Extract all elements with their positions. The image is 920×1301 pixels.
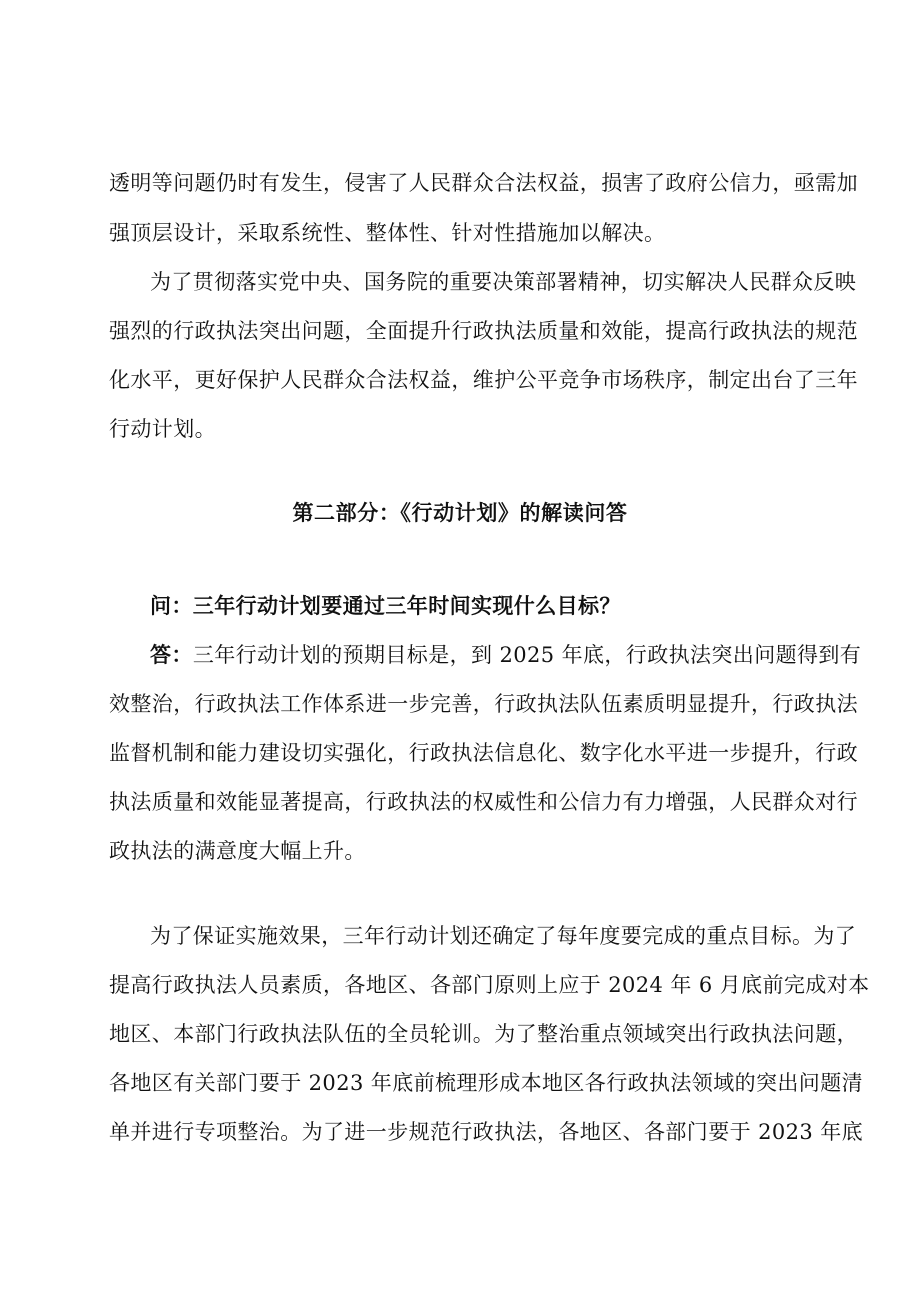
targets-line-5: 单并进行专项整治。为了进一步规范行政执法，各地区、各部门要于 2023 年底 [109,1120,863,1144]
answer-label: 答： [150,643,193,667]
purpose-line-3: 化水平，更好保护人民群众合法权益，维护公平竞争市场秩序，制定出台了三年 [109,368,858,392]
purpose-line-1: 为了贯彻落实党中央、国务院的重要决策部署精神，切实解决人民群众反映 [150,270,857,294]
targets-line-4: 各地区有关部门要于 2023 年底前梳理形成本地区各行政执法领域的突出问题清 [109,1071,863,1095]
question-text: 问：三年行动计划要通过三年时间实现什么目标？ [150,594,621,618]
purpose-line-4: 行动计划。 [109,417,216,441]
answer-line-1 [150,643,861,667]
answer-line-2: 效整治，行政执法工作体系进一步完善，行政执法队伍素质明显提升，行政执法 [109,692,858,716]
intro-line-1: 透明等问题仍时有发生，侵害了人民群众合法权益，损害了政府公信力，亟需加 [109,171,858,195]
purpose-line-2: 强烈的行政执法突出问题，全面提升行政执法质量和效能，提高行政执法的规范 [109,319,858,343]
targets-line-2: 提高行政执法人员素质，各地区、各部门原则上应于 2024 年 6 月底前完成对本 [109,973,870,997]
answer-line-1-text: 三年行动计划的预期目标是，到 2025 年底，行政执法突出问题得到有 [192,643,862,667]
targets-line-1: 为了保证实施效果，三年行动计划还确定了每年度要完成的重点目标。为了 [150,924,857,948]
answer-line-4: 执法质量和效能显著提高，行政执法的权威性和公信力有力增强，人民群众对行 [109,790,858,814]
answer-line-5: 政执法的满意度大幅上升。 [109,839,366,863]
section-heading: 第二部分：《行动计划》的解读问答 [292,501,628,525]
targets-line-3: 地区、本部门行政执法队伍的全员轮训。为了整治重点领域突出行政执法问题， [109,1022,858,1046]
intro-line-2: 强顶层设计，采取系统性、整体性、针对性措施加以解决。 [109,221,666,245]
answer-line-3: 监督机制和能力建设切实强化，行政执法信息化、数字化水平进一步提升，行政 [109,741,858,765]
